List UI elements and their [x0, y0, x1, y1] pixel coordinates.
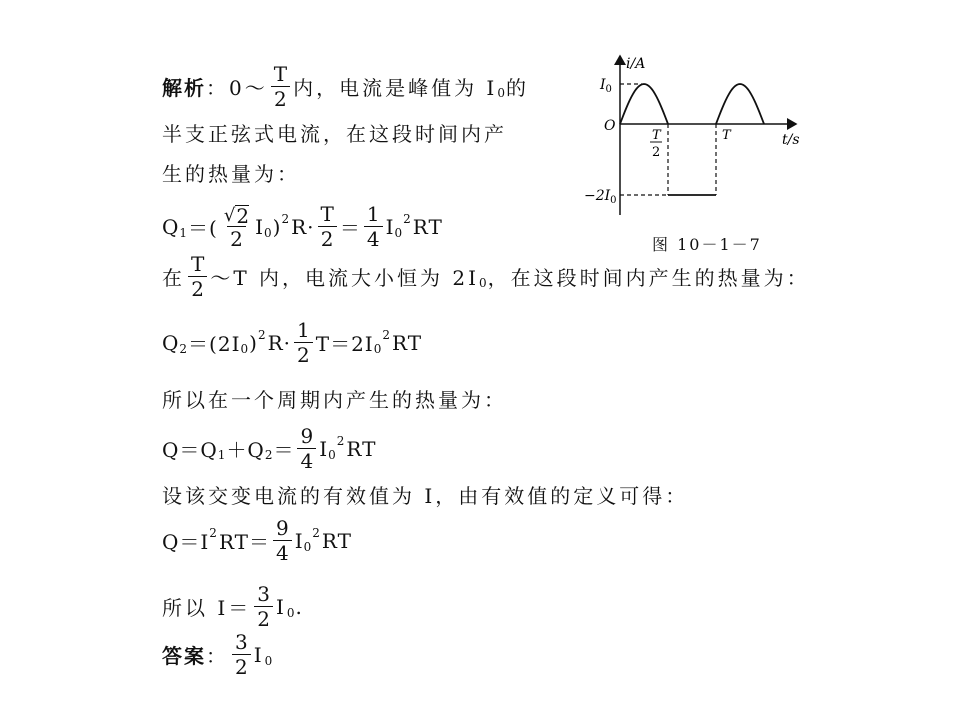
subscript: 0: [286, 605, 295, 620]
line-1-tail: 的: [505, 76, 529, 100]
frac-denominator: 2: [232, 654, 251, 679]
neg-sub: 0: [610, 195, 617, 206]
positive-half-wave-2: [716, 84, 764, 124]
rt-equals: RT＝: [218, 530, 270, 554]
equals-paren: ＝(2I: [188, 332, 241, 356]
line-1: [162, 62, 529, 111]
analysis-colon: ：: [206, 76, 229, 100]
fraction-t-over-2: [271, 62, 290, 111]
line-9-text: 设该交变电流的有效值为 I，由有效值的定义可得：: [162, 484, 689, 508]
rt: RT: [412, 214, 443, 239]
superscript: 2: [382, 327, 390, 342]
i-symbol: I: [294, 528, 304, 553]
sqrt: [224, 205, 249, 226]
equation-effective: [162, 516, 352, 565]
fraction-1-over-2: [294, 318, 313, 367]
peak-label: [599, 77, 612, 95]
half-period-num: T: [652, 128, 661, 143]
frac-denominator: 2: [271, 86, 290, 111]
superscript: 2: [257, 327, 266, 342]
line-11: [162, 582, 305, 631]
equation-q1: [162, 202, 443, 251]
subscript: 2: [264, 447, 273, 462]
subscript: 0: [264, 653, 273, 668]
neg-label: [584, 188, 617, 206]
origin-label: O: [604, 118, 616, 134]
y-axis-label: i/A: [626, 56, 646, 72]
subscript: 0: [303, 539, 312, 554]
period: .: [295, 594, 305, 619]
frac-denominator: 2: [254, 606, 273, 631]
frac-numerator: 1: [366, 202, 380, 226]
line-7: [162, 384, 507, 413]
subscript: 0: [373, 341, 382, 356]
line-9: [162, 480, 688, 509]
equals: ＝: [339, 216, 361, 240]
subscript: 2: [179, 341, 188, 356]
superscript: 2: [336, 433, 345, 448]
line-5-tail: ，在这段时间内产生的热量为：: [487, 266, 810, 290]
i-symbol: I: [319, 436, 329, 461]
peak-symbol: I: [600, 77, 606, 93]
sqrt-icon: √: [223, 205, 236, 226]
line-2-text: 半支正弦式电流，在这段时间内产: [162, 122, 507, 146]
line-2: [162, 118, 507, 147]
fraction-t-over-2: [188, 252, 207, 301]
subscript: 0: [240, 341, 249, 356]
q-symbol: Q: [162, 214, 180, 239]
frac-denominator: 2: [318, 226, 337, 251]
fraction-3-over-2: [232, 630, 251, 679]
half-period-den: 2: [652, 145, 661, 160]
i-symbol: I: [385, 214, 395, 239]
superscript: 2: [312, 525, 320, 540]
equation-q2: [162, 318, 422, 367]
line-5: [162, 252, 810, 301]
fraction-sqrt2-over-2: [221, 202, 252, 251]
fraction-1-over-4: [364, 202, 383, 251]
sqrt-radicand: 2: [236, 204, 250, 228]
i-symbol: I: [276, 594, 287, 619]
subscript: 0: [497, 85, 505, 100]
frac-numerator: 1: [297, 318, 310, 342]
q-symbol: Q: [162, 330, 180, 355]
frac-denominator: 2: [188, 276, 207, 301]
line-1-text: 内，电流是峰值为 I: [293, 76, 498, 100]
subscript: 0: [479, 275, 487, 290]
range-start: 0～: [229, 76, 268, 100]
frac-numerator: 3: [257, 582, 270, 606]
superscript: 2: [281, 211, 290, 226]
subscript: 1: [179, 225, 188, 240]
superscript: 2: [403, 211, 411, 226]
line-3-text: 生的热量为：: [162, 162, 300, 186]
frac-denominator: 2: [227, 226, 246, 251]
frac-numerator: 9: [300, 424, 314, 448]
i-symbol: I: [255, 214, 264, 239]
equation-q-total: [162, 424, 376, 473]
x-axis-label: t/s: [782, 132, 800, 148]
frac-denominator: 2: [294, 342, 313, 367]
rt: RT: [321, 528, 352, 553]
period-label: T: [722, 128, 731, 143]
line-5-pre: 在: [162, 266, 185, 290]
frac-denominator: 4: [364, 226, 383, 251]
frac-numerator: T: [320, 202, 334, 226]
positive-half-wave-1: [620, 84, 668, 124]
subscript: 0: [263, 225, 272, 240]
equals: ＝: [273, 438, 295, 462]
fraction-3-over-2: [254, 582, 273, 631]
equals-paren: ＝(: [188, 216, 218, 240]
r-dot: R·: [291, 214, 315, 239]
superscript: 2: [209, 525, 217, 540]
answer-label: 答案: [162, 644, 206, 668]
plus: ＋Q: [226, 438, 265, 462]
frac-numerator: T: [273, 62, 288, 86]
close-paren: ): [272, 214, 282, 239]
subscript: 0: [328, 447, 336, 462]
q-sum: Q＝Q: [162, 438, 218, 462]
fraction-9-over-4: [273, 516, 292, 565]
subscript: 1: [217, 447, 226, 462]
q-i: Q＝I: [162, 530, 210, 554]
line-3: [162, 158, 300, 187]
t-equals: T＝2I: [315, 332, 374, 356]
rt: RT: [346, 436, 377, 461]
current-waveform-graph: [578, 50, 810, 250]
answer-line: [162, 630, 273, 679]
answer-colon: ：: [206, 644, 229, 668]
line-11-text: 所以 I＝: [162, 596, 252, 620]
i-symbol: I: [253, 642, 265, 667]
neg-symbol: −2I: [584, 188, 611, 204]
frac-denominator: 4: [273, 540, 292, 565]
rt: RT: [391, 330, 423, 355]
subscript: 0: [394, 225, 403, 240]
fraction-9-over-4: [297, 424, 316, 473]
fraction-t-over-2: [318, 202, 337, 251]
frac-numerator: 3: [235, 630, 248, 654]
frac-numerator: 9: [275, 516, 289, 540]
figure-caption: 图 10－1－7: [652, 235, 762, 254]
line-7-text: 所以在一个周期内产生的热量为：: [162, 388, 507, 412]
line-5-text: ～T 内，电流大小恒为 2I: [210, 266, 480, 290]
frac-denominator: 4: [297, 448, 316, 473]
analysis-label: 解析: [162, 76, 206, 100]
frac-numerator: T: [191, 252, 205, 276]
frac-numerator: [221, 202, 252, 226]
close-paren: ): [249, 330, 258, 355]
r-dot: R·: [267, 330, 291, 355]
peak-sub: 0: [605, 84, 612, 95]
